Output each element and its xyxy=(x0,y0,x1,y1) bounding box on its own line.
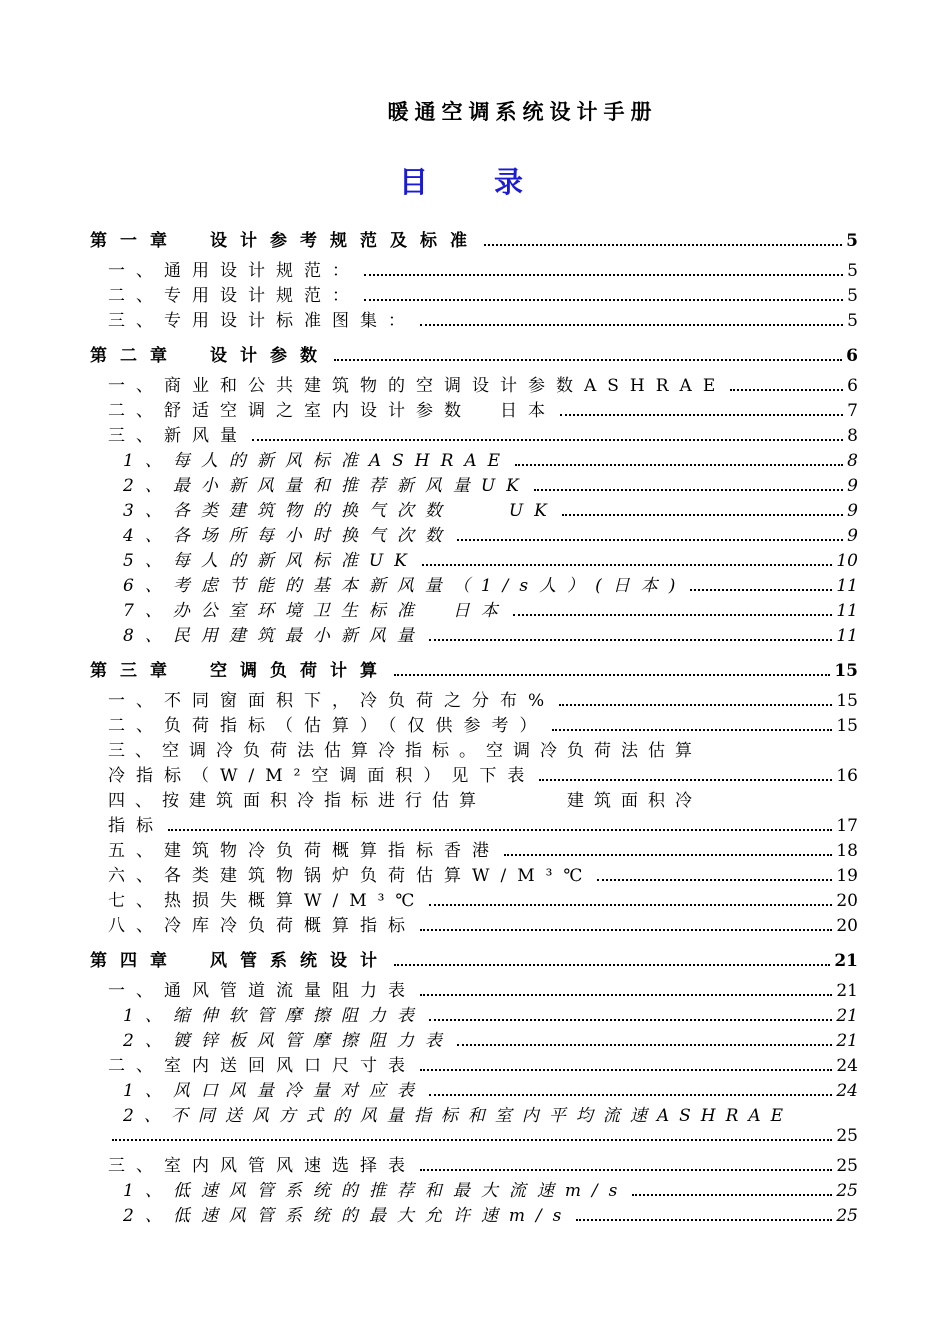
toc-entry-wrapped-line: 2、不同送风方式的风量指标和室内平均流速ASHRAE xyxy=(123,1106,794,1126)
dot-leader xyxy=(559,704,832,706)
toc-entry-label: 指标 xyxy=(108,816,164,836)
toc-entry-wrapped-line: 三、空调冷负荷法估算冷指标。空调冷负荷法估算 xyxy=(108,741,702,761)
toc-entry-sub[interactable] xyxy=(90,1176,858,1201)
toc-entry-sec[interactable] xyxy=(90,886,858,911)
dot-leader xyxy=(690,589,832,591)
toc-page-number: 25 xyxy=(836,1156,858,1176)
toc-entry-label: 第三章 空调负荷计算 xyxy=(90,661,390,681)
toc-page-number: 15 xyxy=(836,691,858,711)
dot-leader xyxy=(515,464,843,466)
toc-entry-label: 3、各类建筑物的换气次数 UK xyxy=(123,501,558,521)
toc-page-number: 9 xyxy=(847,526,858,546)
toc-page-number: 11 xyxy=(836,576,858,596)
toc-page-number: 6 xyxy=(846,346,858,366)
toc-entry-label: 二、专用设计规范： xyxy=(108,286,360,306)
dot-leader xyxy=(429,1094,833,1096)
toc-entry-sub[interactable] xyxy=(90,1026,858,1051)
toc-entry-label: 一、商业和公共建筑物的空调设计参数ASHRAE xyxy=(108,376,727,396)
toc-page-number: 9 xyxy=(847,476,858,496)
toc-entry-label: 六、各类建筑物锅炉负荷估算W/M³℃ xyxy=(108,866,594,886)
toc-page-number: 25 xyxy=(836,1126,858,1146)
toc-entry-chap[interactable] xyxy=(90,656,858,686)
dot-leader xyxy=(576,1219,832,1221)
toc-entry-label: 2、最小新风量和推荐新风量UK xyxy=(123,476,530,496)
dot-leader xyxy=(420,994,832,996)
dot-leader xyxy=(560,414,843,416)
toc-entry-label: 8、民用建筑最小新风量 xyxy=(123,626,425,646)
dot-leader xyxy=(168,829,832,831)
toc-entry-sec[interactable] xyxy=(90,256,858,281)
toc-page-number: 7 xyxy=(847,401,858,421)
table-of-contents xyxy=(90,224,858,1226)
toc-entry-label: 1、低速风管系统的推荐和最大流速m/s xyxy=(123,1181,629,1201)
toc-entry-label: 二、室内送回风口尺寸表 xyxy=(108,1056,416,1076)
toc-page-number: 15 xyxy=(836,716,858,736)
toc-page-number: 15 xyxy=(834,661,858,681)
toc-entry-label: 1、风口风量冷量对应表 xyxy=(123,1081,425,1101)
toc-entry-sec[interactable] xyxy=(90,811,858,836)
dot-leader xyxy=(552,729,833,731)
toc-entry-label: 三、专用设计标准图集： xyxy=(108,311,416,331)
toc-page-number: 6 xyxy=(847,376,858,396)
dot-leader xyxy=(429,639,833,641)
dot-leader xyxy=(420,1069,832,1071)
toc-entry-label: 6、考虑节能的基本新风量（1/s人）(日本) xyxy=(123,576,687,596)
dot-leader xyxy=(504,854,832,856)
toc-entry-label: 二、负荷指标（估算）（仅供参考） xyxy=(108,716,548,736)
toc-entry-label: 第一章 设计参考规范及标准 xyxy=(90,231,480,251)
toc-entry-label: 1、缩伸软管摩擦阻力表 xyxy=(123,1006,425,1026)
toc-entry-sec[interactable] xyxy=(90,686,858,711)
toc-entry-sec[interactable] xyxy=(90,861,858,886)
toc-entry-label: 5、每人的新风标准UK xyxy=(123,551,418,571)
toc-heading: 目 录 xyxy=(398,165,552,199)
toc-entry-chap[interactable] xyxy=(90,946,858,976)
toc-entry-sec[interactable] xyxy=(90,421,858,446)
toc-page-number: 21 xyxy=(836,1031,858,1051)
toc-entry-label: 2、镀锌板风管摩擦阻力表 xyxy=(123,1031,453,1051)
toc-entry-sec[interactable] xyxy=(90,1151,858,1176)
dot-leader xyxy=(429,1019,833,1021)
toc-entry-sub[interactable] xyxy=(90,521,858,546)
dot-leader xyxy=(422,564,833,566)
dot-leader xyxy=(420,324,843,326)
toc-page-number: 25 xyxy=(836,1181,858,1201)
dot-leader xyxy=(364,299,843,301)
dot-leader xyxy=(513,614,833,616)
dot-leader xyxy=(457,539,843,541)
dot-leader xyxy=(420,1169,832,1171)
toc-entry-sub[interactable] xyxy=(90,596,858,621)
toc-page-number: 5 xyxy=(847,261,858,281)
toc-page-number: 11 xyxy=(836,626,858,646)
toc-entry-label: 一、通风管道流量阻力表 xyxy=(108,981,416,1001)
toc-entry-sec[interactable] xyxy=(90,371,858,396)
toc-page-number: 24 xyxy=(836,1056,858,1076)
toc-entry-label: 七、热损失概算W/M³℃ xyxy=(108,891,426,911)
dot-leader xyxy=(394,674,830,676)
toc-entry-sub[interactable] xyxy=(90,546,858,571)
toc-entry-chap[interactable] xyxy=(90,341,858,371)
toc-entry-sec[interactable] xyxy=(90,1126,858,1151)
toc-page-number: 25 xyxy=(836,1206,858,1226)
dot-leader xyxy=(429,904,832,906)
toc-entry-label: 三、新风量 xyxy=(108,426,248,446)
dot-leader xyxy=(457,1044,833,1046)
toc-page-number: 21 xyxy=(834,951,858,971)
toc-entry-sub[interactable] xyxy=(90,571,858,596)
toc-page-number: 10 xyxy=(836,551,858,571)
dot-leader xyxy=(597,879,832,881)
toc-entry-sec[interactable] xyxy=(90,396,858,421)
toc-entry-label: 1、每人的新风标准ASHRAE xyxy=(123,451,512,471)
toc-page-number: 5 xyxy=(846,231,858,251)
toc-entry-label: 第二章 设计参数 xyxy=(90,346,330,366)
toc-entry-label: 7、办公室环境卫生标准 日本 xyxy=(123,601,509,621)
document-title: 暖通空调系统设计手册 xyxy=(387,99,658,124)
toc-entry-sub[interactable] xyxy=(90,496,858,521)
toc-entry-label: 五、建筑物冷负荷概算指标香港 xyxy=(108,841,500,861)
dot-leader xyxy=(534,489,843,491)
dot-leader xyxy=(252,439,843,441)
toc-entry-sub[interactable] xyxy=(90,1001,858,1026)
toc-entry-wrapped-line: 四、按建筑面积冷指标进行估算 建筑面积冷 xyxy=(108,791,702,811)
toc-entry-label: 二、舒适空调之室内设计参数 日本 xyxy=(108,401,556,421)
toc-page-number: 20 xyxy=(836,916,858,936)
toc-page-number: 21 xyxy=(836,981,858,1001)
toc-entry-chap[interactable] xyxy=(90,226,858,256)
dot-leader xyxy=(539,779,832,781)
toc-page-number: 5 xyxy=(847,311,858,331)
dot-leader xyxy=(484,244,842,246)
toc-entry-sec[interactable] xyxy=(90,761,858,786)
dot-leader xyxy=(632,1194,832,1196)
toc-entry-sub[interactable] xyxy=(90,471,858,496)
toc-page-number: 11 xyxy=(836,601,858,621)
toc-page-number: 16 xyxy=(836,766,858,786)
dot-leader xyxy=(420,929,832,931)
toc-entry-label: 八、冷库冷负荷概算指标 xyxy=(108,916,416,936)
toc-entry-sec[interactable] xyxy=(90,1051,858,1076)
toc-entry-label: 一、不同窗面积下，冷负荷之分布% xyxy=(108,691,556,711)
dot-leader xyxy=(112,1139,832,1141)
dot-leader xyxy=(394,964,830,966)
toc-entry-sec[interactable] xyxy=(90,911,858,936)
toc-entry-sub[interactable] xyxy=(90,1201,858,1226)
toc-page-number: 9 xyxy=(847,501,858,521)
toc-entry-sub[interactable] xyxy=(90,446,858,471)
toc-entry-label: 一、通用设计规范： xyxy=(108,261,360,281)
toc-entry-label: 三、室内风管风速选择表 xyxy=(108,1156,416,1176)
toc-entry-sec[interactable] xyxy=(90,281,858,306)
toc-page-number: 5 xyxy=(847,286,858,306)
toc-page-number: 18 xyxy=(836,841,858,861)
toc-page-number: 24 xyxy=(836,1081,858,1101)
toc-page-number: 19 xyxy=(836,866,858,886)
toc-page-number: 20 xyxy=(836,891,858,911)
toc-entry-label: 第四章 风管系统设计 xyxy=(90,951,390,971)
toc-page-number: 8 xyxy=(847,426,858,446)
toc-entry-sub[interactable] xyxy=(90,1076,858,1101)
toc-entry-label: 4、各场所每小时换气次数 xyxy=(123,526,453,546)
dot-leader xyxy=(334,359,842,361)
toc-page-number: 8 xyxy=(847,451,858,471)
toc-entry-sec[interactable] xyxy=(90,836,858,861)
toc-entry-label: 冷指标（W/M²空调面积）见下表 xyxy=(108,766,536,786)
toc-page-number: 21 xyxy=(836,1006,858,1026)
toc-entry-sec[interactable] xyxy=(90,976,858,1001)
toc-page-number: 17 xyxy=(836,816,858,836)
dot-leader xyxy=(562,514,843,516)
toc-entry-sub[interactable] xyxy=(90,621,858,646)
dot-leader xyxy=(730,389,843,391)
dot-leader xyxy=(364,274,843,276)
toc-entry-label: 2、低速风管系统的最大允许速m/s xyxy=(123,1206,573,1226)
toc-entry-sec[interactable] xyxy=(90,306,858,331)
toc-entry-sec[interactable] xyxy=(90,711,858,736)
